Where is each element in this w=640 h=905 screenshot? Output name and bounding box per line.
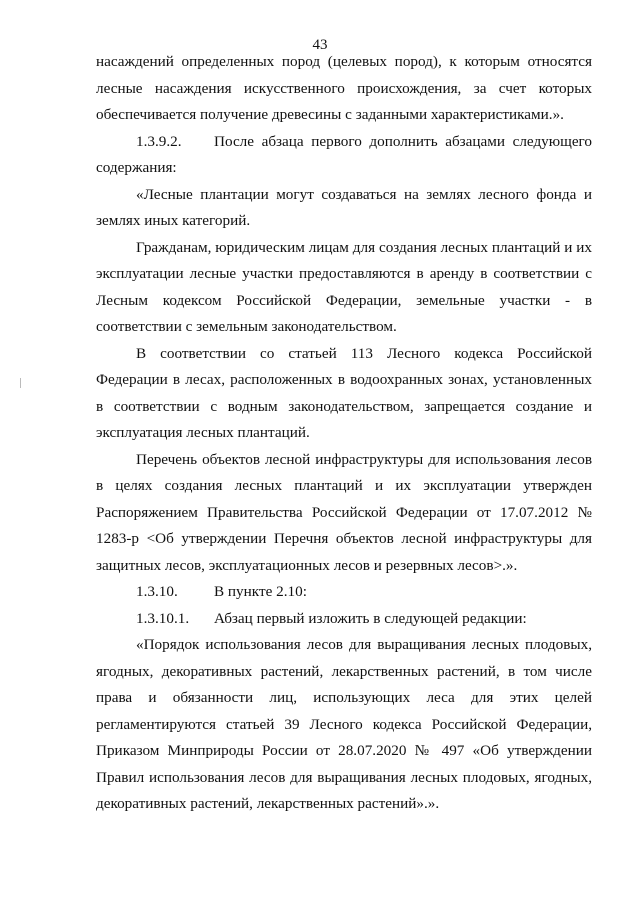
document-body (96, 49, 592, 818)
paragraph-infrastructure-list: Перечень объектов лесной инфраструктуры для использования лесов в целях создания лесных плантаций и их эксплуатации утвержден Распоряжением Правительства Российской Федерации от 17.07.2012 № 1283-р <Об утверждении Перечня объектов лесной инфраструктуры для защитных лесов, эксплуатационных лесов и резервных лесов>.». (96, 450, 592, 574)
clause-number: 1.3.9.2. (136, 132, 182, 150)
paragraph-1-3-10 (96, 579, 592, 606)
margin-mark (20, 378, 21, 388)
page-number: 43 (312, 37, 328, 53)
clause-text: После абзаца первого дополнить абзацами следующего содержания: (96, 132, 592, 176)
paragraph-plantations-lands: «Лесные плантации могут создаваться на землях лесного фонда и землях иных категорий. (96, 185, 592, 229)
clause-text: Абзац первый изложить в следующей редакции: (214, 609, 527, 627)
paragraph-1-3-9-2 (96, 129, 592, 182)
clause-number: 1.3.10.1. (136, 609, 190, 627)
clause-text: В пункте 2.10: (214, 583, 307, 600)
clause-number: 1.3.10. (136, 583, 178, 600)
paragraph-water-zones: В соответствии со статьей 113 Лесного кодекса Российской Федерации в лесах, расположенных в водоохранных зонах, установленных в соответствии с водным законодательством, запрещается создание и эксплуатация лесных плантаций. (96, 344, 592, 441)
paragraph-1-3-10-1 (96, 606, 592, 633)
paragraph-lease: Гражданам, юридическим лицам для создания лесных плантаций и их эксплуатации лесные участки предоставляются в аренду в соответствии с Лесным кодексом Российской Федерации, земельные участки - в соответствии с земельным законодательством. (96, 238, 592, 335)
paragraph-continuation: насаждений определенных пород (целевых пород), к которым относятся лесные насаждения искусственного происхождения, за счет которых обеспечивается получение древесины с заданными характеристиками.». (96, 53, 592, 123)
paragraph-forest-use-order: «Порядок использования лесов для выращивания лесных плодовых, ягодных, декоративных растений, лекарственных растений, в том числе права и обязанности лиц, использующих леса для этих целей регламентируются статьей 39 Лесного кодекса Российской Федерации, Приказом Минприроды России от 28.07.2020 № 497 «Об утверждении Правил использования лесов для выращивания лесных плодовых, ягодных, декоративных растений, лекарственных растений».». (96, 636, 592, 812)
